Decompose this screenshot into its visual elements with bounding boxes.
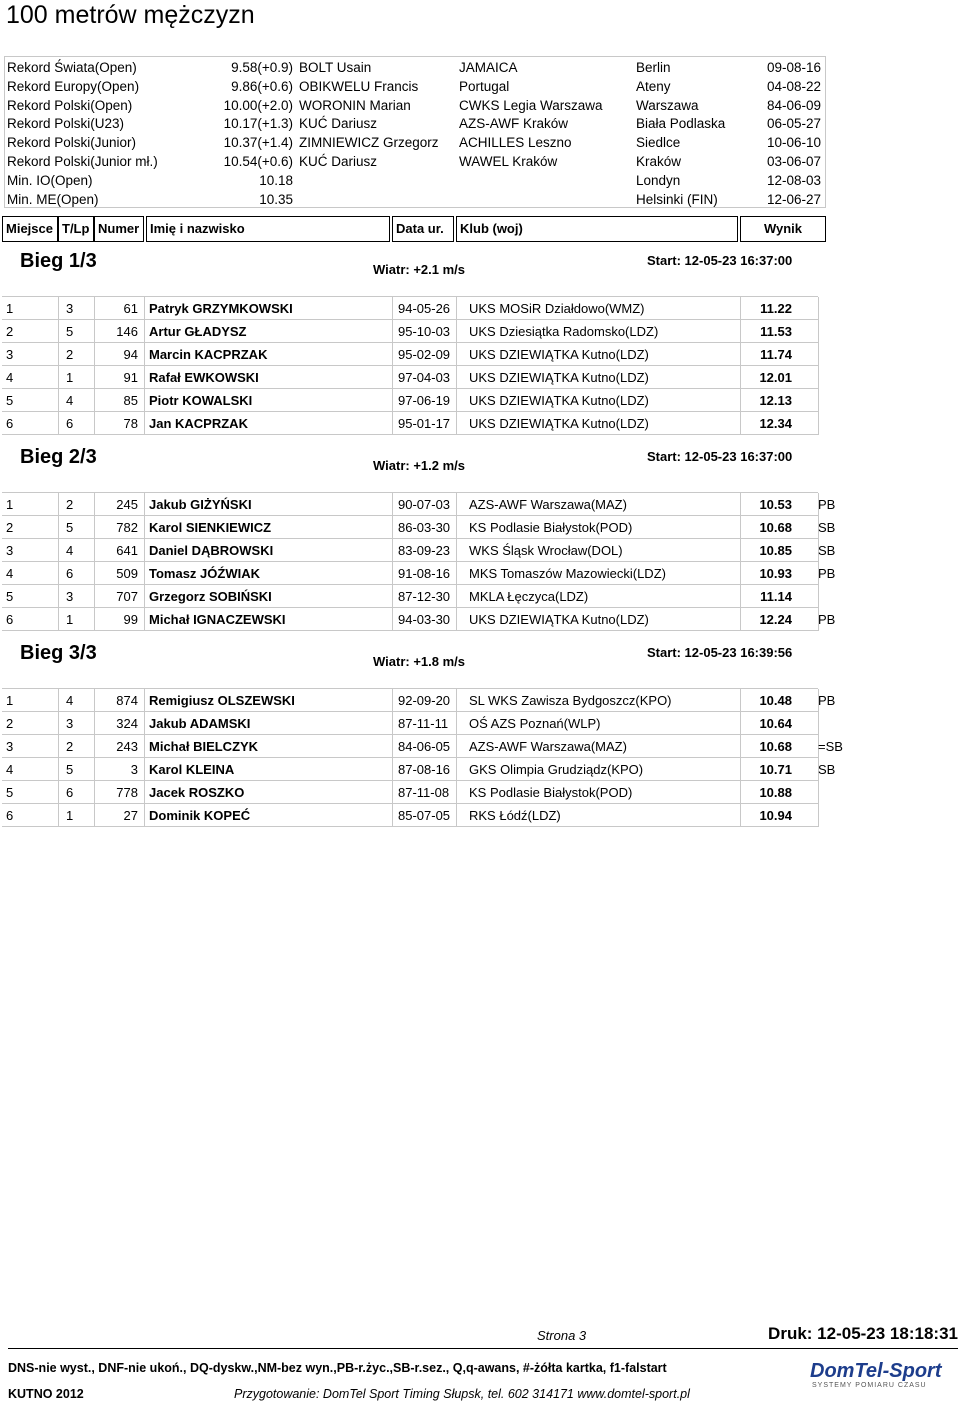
birth-date: 90-07-03	[398, 497, 451, 512]
lane: 4	[66, 393, 74, 408]
result-row	[2, 804, 818, 827]
birth-date: 95-10-03	[398, 324, 451, 339]
athlete-name: Tomasz JÓŹWIAK	[149, 566, 260, 581]
page-title: 100 metrów mężczyzn	[6, 1, 255, 29]
domtel-logo	[810, 1360, 950, 1392]
record-date: 84-06-09	[766, 97, 821, 113]
record-date: 10-06-10	[766, 135, 821, 151]
record-athlete: KUĆ Dariusz	[299, 116, 378, 132]
record-result: 9.58(+0.9)	[231, 60, 293, 75]
logo-sub: SYSTEMY POMIARU CZASU	[812, 1382, 927, 1389]
athlete-name: Jakub GIŻYŃSKI	[149, 497, 252, 512]
lane: 4	[66, 543, 74, 558]
club: AZS-AWF Warszawa(MAZ)	[469, 497, 627, 512]
record-date: 03-06-07	[766, 154, 821, 169]
record-row	[5, 171, 827, 190]
athlete-name: Michał IGNACZEWSKI	[149, 612, 286, 627]
birth-date: 87-11-11	[398, 716, 449, 731]
record-name: Rekord Polski(Junior mł.)	[7, 154, 158, 169]
athlete-name: Daniel DĄBROWSKI	[149, 543, 274, 558]
record-note: PB	[818, 497, 836, 512]
place: 2	[6, 520, 14, 535]
result-row	[2, 343, 818, 366]
record-city: Ateny	[636, 78, 671, 94]
record-row	[5, 152, 827, 171]
result-row	[2, 712, 818, 735]
heat-wind: Wiatr: +1.8 m/s	[373, 654, 466, 669]
bib-number: 641	[116, 543, 138, 558]
result: 10.88	[759, 785, 792, 800]
header-number: Numer	[94, 216, 144, 242]
club: RKS Łódź(LDZ)	[469, 808, 561, 823]
bib-number: 3	[130, 762, 138, 777]
bib-number: 61	[123, 301, 138, 316]
record-note: PB	[818, 612, 836, 627]
record-club: CWKS Legia Warszawa	[459, 97, 603, 113]
place: 6	[6, 416, 14, 431]
birth-date: 85-07-05	[398, 808, 451, 823]
record-city: Helsinki (FIN)	[636, 191, 718, 207]
header-result: Wynik	[740, 216, 826, 242]
result: 12.13	[759, 393, 792, 408]
result-row	[2, 366, 818, 389]
club: OŚ AZS Poznań(WLP)	[469, 716, 601, 731]
record-note: SB	[818, 543, 836, 558]
bib-number: 91	[123, 370, 138, 385]
record-athlete: WORONIN Marian	[299, 97, 411, 113]
record-result: 10.37(+1.4)	[223, 135, 293, 151]
result: 10.68	[759, 739, 792, 754]
heat-wind: Wiatr: +2.1 m/s	[373, 262, 466, 277]
record-city: Kraków	[636, 154, 682, 169]
record-name: Rekord Świata(Open)	[7, 60, 137, 75]
result-row	[2, 735, 843, 758]
record-note: =SB	[818, 739, 843, 754]
athlete-name: Jan KACPRZAK	[149, 416, 248, 431]
athlete-name: Patryk GRZYMKOWSKI	[149, 301, 293, 316]
record-club: JAMAICA	[459, 60, 518, 75]
bib-number: 78	[123, 416, 138, 431]
club: UKS Dziesiątka Radomsko(LDZ)	[469, 324, 659, 339]
lane: 1	[66, 808, 74, 823]
bib-number: 85	[123, 393, 138, 408]
lane: 2	[66, 347, 74, 362]
bib-number: 874	[116, 693, 138, 708]
athlete-name: Karol KLEINA	[149, 762, 235, 777]
birth-date: 95-02-09	[398, 347, 451, 362]
club: MKS Tomaszów Mazowiecki(LDZ)	[469, 566, 666, 581]
record-note: SB	[818, 762, 836, 777]
result-row	[2, 781, 818, 804]
lane: 3	[66, 716, 74, 731]
result: 11.14	[760, 589, 792, 604]
header-dob: Data ur.	[392, 216, 454, 242]
heat-wind: Wiatr: +1.2 m/s	[373, 458, 466, 473]
record-result: 10.00(+2.0)	[223, 97, 293, 113]
results-table	[2, 688, 843, 827]
place: 1	[6, 497, 14, 512]
place: 4	[6, 566, 14, 581]
lane: 4	[66, 693, 74, 708]
record-city: Biała Podlaska	[636, 116, 726, 132]
record-city: Warszawa	[636, 97, 699, 113]
club: KS Podlasie Białystok(POD)	[469, 520, 633, 535]
athlete-name: Artur GŁADYSZ	[149, 324, 247, 339]
place: 5	[6, 589, 14, 604]
record-result: 10.35	[259, 191, 293, 207]
lane: 5	[66, 762, 74, 777]
lane: 3	[66, 301, 74, 316]
athlete-name: Jacek ROSZKO	[149, 785, 245, 800]
bib-number: 782	[116, 520, 138, 535]
birth-date: 87-08-16	[398, 762, 451, 777]
result: 10.85	[759, 543, 792, 558]
result: 10.48	[759, 693, 792, 708]
place: 5	[6, 785, 14, 800]
bib-number: 243	[116, 739, 138, 754]
logo-main: DomTel-Sport	[810, 1360, 942, 1382]
athlete-name: Grzegorz SOBIŃSKI	[149, 589, 272, 604]
record-athlete: OBIKWELU Francis	[299, 78, 419, 94]
birth-date: 87-12-30	[398, 589, 451, 604]
heat-start: Start: 12-05-23 16:37:00	[647, 253, 793, 268]
result-row	[2, 689, 836, 712]
athlete-name: Marcin KACPRZAK	[149, 347, 268, 362]
record-name: Min. ME(Open)	[7, 191, 99, 207]
bib-number: 94	[123, 347, 138, 362]
place: 3	[6, 347, 14, 362]
place: 4	[6, 370, 14, 385]
prepared-by: Przygotowanie: DomTel Sport Timing Słupsk, tel. 602 314171 www.domtel-sport.pl	[234, 1387, 690, 1401]
record-name: Rekord Europy(Open)	[7, 78, 140, 94]
result: 11.53	[760, 324, 792, 339]
record-result: 10.18	[259, 172, 293, 188]
record-row	[5, 96, 827, 115]
record-athlete: ZIMNIEWICZ Grzegorz	[299, 135, 439, 151]
place: 1	[6, 693, 14, 708]
birth-date: 83-09-23	[398, 543, 451, 558]
result: 11.74	[760, 347, 792, 362]
lane: 2	[66, 739, 74, 754]
header-lane: T/Lp	[58, 216, 94, 242]
bib-number: 245	[116, 497, 138, 512]
result: 10.68	[759, 520, 792, 535]
record-date: 06-05-27	[766, 116, 821, 132]
result-row	[2, 493, 836, 516]
result-row	[2, 562, 836, 585]
birth-date: 97-06-19	[398, 393, 451, 408]
record-result: 9.86(+0.6)	[231, 78, 293, 94]
club: UKS DZIEWIĄTKA Kutno(LDZ)	[469, 370, 649, 385]
bib-number: 27	[123, 808, 138, 823]
birth-date: 92-09-20	[398, 693, 451, 708]
record-note: PB	[818, 693, 836, 708]
birth-date: 91-08-16	[398, 566, 451, 581]
record-date: 12-08-03	[766, 172, 821, 188]
result: 10.71	[759, 762, 792, 777]
record-row	[5, 133, 827, 152]
place: 5	[6, 393, 14, 408]
club: WKS Śląsk Wrocław(DOL)	[469, 543, 623, 558]
bib-number: 99	[123, 612, 138, 627]
club: KS Podlasie Białystok(POD)	[469, 785, 633, 800]
place: 3	[6, 739, 14, 754]
heat-title: Bieg 1/3	[20, 250, 97, 272]
column-divider	[818, 689, 819, 827]
record-club: ACHILLES Leszno	[459, 135, 572, 151]
club: UKS MOSiR Działdowo(WMZ)	[469, 301, 645, 316]
place: 6	[6, 808, 14, 823]
record-athlete: KUĆ Dariusz	[299, 154, 378, 169]
place: 2	[6, 324, 14, 339]
record-row	[5, 58, 827, 77]
record-name: Rekord Polski(Open)	[7, 97, 133, 113]
lane: 5	[66, 324, 74, 339]
birth-date: 94-03-30	[398, 612, 451, 627]
bib-number: 778	[116, 785, 138, 800]
club: UKS DZIEWIĄTKA Kutno(LDZ)	[469, 393, 649, 408]
heat-title: Bieg 3/3	[20, 642, 97, 664]
place: 3	[6, 543, 14, 558]
record-athlete: BOLT Usain	[299, 60, 372, 75]
place: 1	[6, 301, 14, 316]
lane: 1	[66, 612, 74, 627]
page-number: Strona 3	[537, 1328, 587, 1343]
heat-start: Start: 12-05-23 16:39:56	[647, 645, 793, 660]
column-divider	[818, 297, 819, 435]
record-note: SB	[818, 520, 836, 535]
record-row	[5, 77, 827, 96]
header-club: Klub (woj)	[456, 216, 738, 242]
record-name: Min. IO(Open)	[7, 172, 93, 188]
records-box	[4, 56, 826, 208]
record-date: 04-08-22	[766, 78, 821, 94]
result-row	[2, 297, 818, 320]
place: 2	[6, 716, 14, 731]
club: UKS DZIEWIĄTKA Kutno(LDZ)	[469, 612, 649, 627]
bib-number: 509	[116, 566, 138, 581]
athlete-name: Karol SIENKIEWICZ	[149, 520, 272, 535]
record-row	[5, 190, 827, 209]
record-name: Rekord Polski(Junior)	[7, 135, 137, 151]
club: GKS Olimpia Grudziądz(KPO)	[469, 762, 644, 777]
bib-number: 146	[116, 324, 138, 339]
result: 10.64	[759, 716, 792, 731]
place: 4	[6, 762, 14, 777]
footer-divider	[8, 1348, 958, 1349]
record-club: WAWEL Kraków	[459, 154, 558, 169]
club: SL WKS Zawisza Bydgoszcz(KPO)	[469, 693, 672, 708]
result-row	[2, 539, 836, 562]
lane: 6	[66, 785, 74, 800]
place: 6	[6, 612, 14, 627]
club: AZS-AWF Warszawa(MAZ)	[469, 739, 627, 754]
lane: 5	[66, 520, 74, 535]
record-result: 10.17(+1.3)	[223, 116, 293, 132]
result-row	[2, 758, 836, 781]
record-city: Londyn	[636, 172, 681, 188]
results-table	[2, 296, 818, 435]
record-date: 12-06-27	[766, 191, 821, 207]
header-name: Imię i nazwisko	[146, 216, 390, 242]
birth-date: 87-11-08	[398, 785, 450, 800]
athlete-name: Jakub ADAMSKI	[149, 716, 251, 731]
result: 10.93	[759, 566, 792, 581]
lane: 3	[66, 589, 74, 604]
record-city: Berlin	[636, 60, 671, 75]
athlete-name: Rafał EWKOWSKI	[149, 370, 259, 385]
result-row	[2, 585, 818, 608]
print-date: Druk: 12-05-23 18:18:31	[768, 1324, 958, 1343]
header-place: Miejsce	[2, 216, 58, 242]
club: MKLA Łęczyca(LDZ)	[469, 589, 589, 604]
athlete-name: Dominik KOPEĆ	[149, 808, 251, 823]
column-divider	[818, 493, 819, 631]
results-table	[2, 492, 836, 631]
club: UKS DZIEWIĄTKA Kutno(LDZ)	[469, 416, 649, 431]
birth-date: 97-04-03	[398, 370, 451, 385]
athlete-name: Piotr KOWALSKI	[149, 393, 253, 408]
lane: 2	[66, 497, 74, 512]
bib-number: 707	[116, 589, 138, 604]
result-row	[2, 320, 818, 343]
result-row	[2, 412, 818, 435]
athlete-name: Michał BIELCZYK	[149, 739, 259, 754]
record-result: 10.54(+0.6)	[223, 154, 293, 169]
lane: 1	[66, 370, 74, 385]
record-row	[5, 114, 827, 133]
athlete-name: Remigiusz OLSZEWSKI	[149, 693, 295, 708]
birth-date: 84-06-05	[398, 739, 451, 754]
result: 10.53	[759, 497, 792, 512]
record-club: Portugal	[459, 78, 510, 94]
record-city: Siedlce	[636, 135, 681, 151]
event-name: KUTNO 2012	[8, 1387, 84, 1401]
club: UKS DZIEWIĄTKA Kutno(LDZ)	[469, 347, 649, 362]
result: 12.34	[759, 416, 792, 431]
heat-title: Bieg 2/3	[20, 446, 97, 468]
result-row	[2, 389, 818, 412]
result-row	[2, 608, 836, 631]
birth-date: 95-01-17	[398, 416, 451, 431]
lane: 6	[66, 566, 74, 581]
birth-date: 86-03-30	[398, 520, 451, 535]
lane: 6	[66, 416, 74, 431]
legend: DNS-nie wyst., DNF-nie ukoń., DQ-dyskw.,NM-bez wyn.,PB-r.życ.,SB-r.sez., Q,q-awans, #-żółta kartka, f1-falstart	[8, 1361, 667, 1375]
heat-start: Start: 12-05-23 16:37:00	[647, 449, 793, 464]
result: 10.94	[759, 808, 792, 823]
result: 12.24	[759, 612, 792, 627]
record-club: AZS-AWF Kraków	[459, 116, 569, 132]
record-name: Rekord Polski(U23)	[7, 116, 125, 132]
result: 12.01	[759, 370, 792, 385]
result-row	[2, 516, 836, 539]
bib-number: 324	[116, 716, 138, 731]
record-note: PB	[818, 566, 836, 581]
record-date: 09-08-16	[766, 60, 821, 75]
birth-date: 94-05-26	[398, 301, 451, 316]
result: 11.22	[760, 301, 792, 316]
